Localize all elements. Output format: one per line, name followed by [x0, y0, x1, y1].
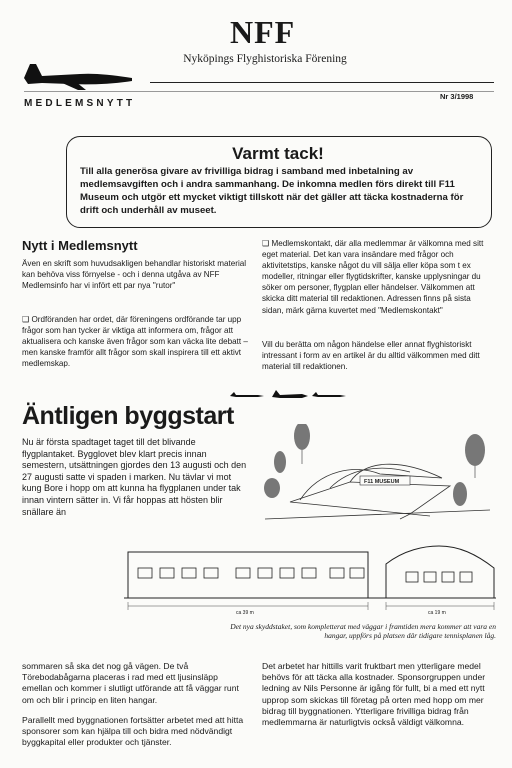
thanks-body: Till alla generösa givare av frivilliga bidrag i samband med inbetalning av medlemsavgiften och i andra sammanhang. De inkomna medlen förs direkt till F11 Museum och utgör ett mycket viktigt tillskott när det gäller att täcka kostnaderna för drift och underhåll av museet. — [80, 166, 464, 216]
masthead-rule — [150, 82, 494, 83]
byggstart-heading: Äntligen byggstart — [22, 402, 234, 430]
section-rule — [24, 91, 494, 92]
elevation-drawing — [124, 544, 496, 621]
byggstart-paragraph: Parallellt med byggnationen fortsätter arbetet med att hitta sponsorer som kan hjälpa till och bidra med nödvändigt byggkapital eller produkter och tjänster. — [22, 715, 244, 748]
byggstart-paragraph: sommaren så ska det nog gå vägen. De två Törebodabågarna placeras i rad med ett ljusinsläpp emellan och kommer i slutligt utförande att få väggar runt om och blir i princip en liten hangar. — [22, 661, 239, 705]
thanks-title: Varmt tack! — [232, 144, 324, 163]
nytt-paragraph: ❑ Ordföranden har ordet, där föreningens ordförande tar upp frågor som han tycker är viktiga att informera om, frågor att aktualisera och kanske även frågor som kan väcka lite debatt – men kanske framför allt frågor som skall inspirera till ett aktivt medlemskap. — [22, 315, 248, 369]
museum-sign: F11 MUSEUM — [364, 479, 400, 485]
hangar-sketch — [260, 424, 496, 539]
nytt-paragraph: ❑ Medlemskontakt, där alla medlemmar är välkomna med sitt eget material. Det kan vara insändare med frågor och aktivitetstips, kanske något du vill sälja eller köpa som t ex modeller, ritningar eller flygtidskrifter, kanske upplysningar du söker om personer, flygplan eller händelser. Välkommen att skicka ditt material till redaktionen. Adressen finns på sista sidan, märk gärna kuvertet med "Medlemskontakt" — [262, 239, 484, 315]
dimension-label: ca 39 m — [236, 610, 254, 616]
byggstart-paragraph: Nu är första spadtaget taget till det blivande flygplantaket. Bygglovet blev klart precis innan semestern, utsättningen gjordes den 13 augusti och den 27 augusti satte vi spaden i marken. Nu tävlar vi mot kung Bore i hopp om att kunna ha flygplanen under tak innan vintern sätter in. Vi får hoppas att hösten blir snällare än — [22, 437, 247, 517]
byggstart-paragraph: Det arbetet har hittills varit fruktbart men ytterligare medel behövs för att täcka alla kostnader. Sponsorgruppen under ledning av Nils Personne är igång för fullt, bi a med ett nytt upprop som skickas till företag på orten med hopp om mer bidrag till byggnationen. Ytterligare frivilliga bidrag från medlemmarna är naturligtvis också väldigt välkomna. — [262, 661, 486, 728]
masthead-subtitle: Nyköpings Flyghistoriska Förening — [183, 53, 347, 65]
nytt-paragraph: Även en skrift som huvudsakligen behandlar historiskt material kan behöva viss förnyelse - och i denna utgåva av NFF Medlemsinfo har vi infört ett par nya "rutor" — [22, 259, 247, 291]
image-caption: Det nya skyddstaket, som kompletterat med väggar i framtiden mera kommer att vara en hangar, uppförs på platsen där tidigare tennisplanen låg. — [230, 622, 496, 641]
plane-silhouette-icon — [228, 386, 348, 407]
nytt-paragraph: Vill du berätta om någon händelse eller annat flyghistoriskt intressant i form av en artikel är du alltid välkommen med ditt material till redaktionen. — [262, 340, 480, 372]
masthead-title: NFF — [230, 14, 296, 50]
section-title: MEDLEMSNYTT — [24, 98, 136, 109]
dimension-label: ca 19 m — [428, 610, 446, 616]
nytt-heading: Nytt i Medlemsnytt — [22, 238, 138, 253]
issue-number: Nr 3/1998 — [440, 92, 474, 101]
